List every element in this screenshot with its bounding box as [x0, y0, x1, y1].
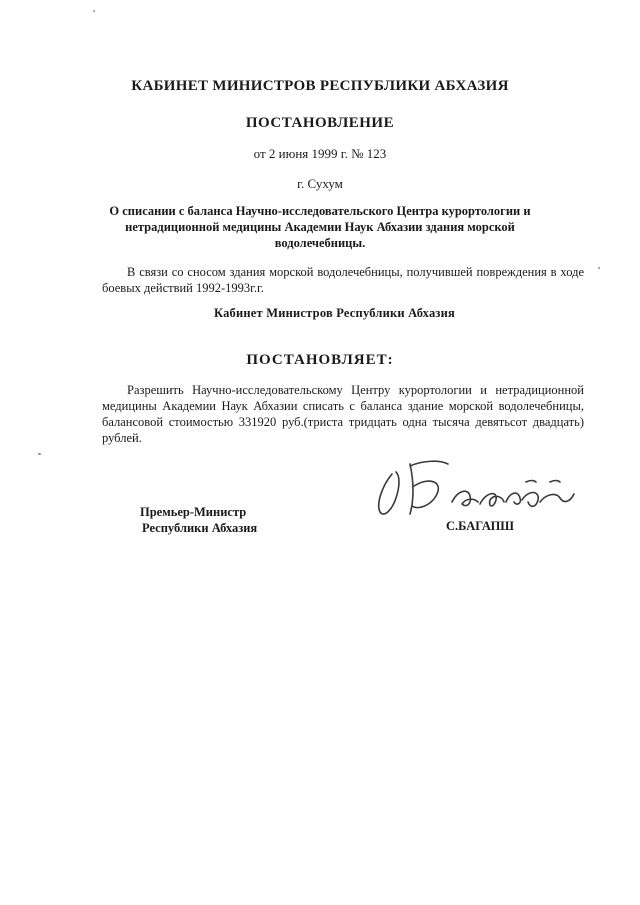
decree-paragraph: Разрешить Научно-исследовательскому Центру курортологии и нетрадиционной медицины Академии Наук Абхазии списать с баланса здание морской водолечебницы, балансовой стоимостью 331920 руб.(триста тридцать одна тысяча девятьсот двадцать) рублей.	[102, 383, 584, 445]
scan-speck	[93, 10, 95, 12]
date-and-number: от 2 июня 1999 г. № 123	[253, 146, 387, 161]
decree-subject: О списании с баланса Научно-исследовательского Центра курортологии и нетрадиционной медицины Академии Наук Абхазии здания морской водолечебницы.	[109, 204, 531, 250]
document-type-heading: ПОСТАНОВЛЕНИЕ	[245, 115, 395, 131]
handwritten-signature	[370, 452, 600, 532]
signatory-name: С.БАГАПШ	[446, 519, 515, 533]
scan-speck	[598, 267, 600, 269]
organization-title: КАБИНЕТ МИНИСТРОВ РЕСПУБЛИКИ АБХАЗИЯ	[131, 78, 509, 94]
signatory-title: Премьер-Министр	[140, 505, 247, 519]
issuing-body: Кабинет Министров Республики Абхазия	[214, 306, 456, 320]
signatory-republic: Республики Абхазия	[142, 521, 258, 535]
decree-word: ПОСТАНОВЛЯЕТ:	[246, 352, 394, 368]
scan-speck	[38, 453, 41, 455]
city-line: г. Сухум	[297, 176, 343, 191]
preamble-paragraph: В связи со сносом здания морской водолечебницы, получившей повреждения в ходе боевых действий 1992-1993г.г.	[102, 265, 584, 295]
